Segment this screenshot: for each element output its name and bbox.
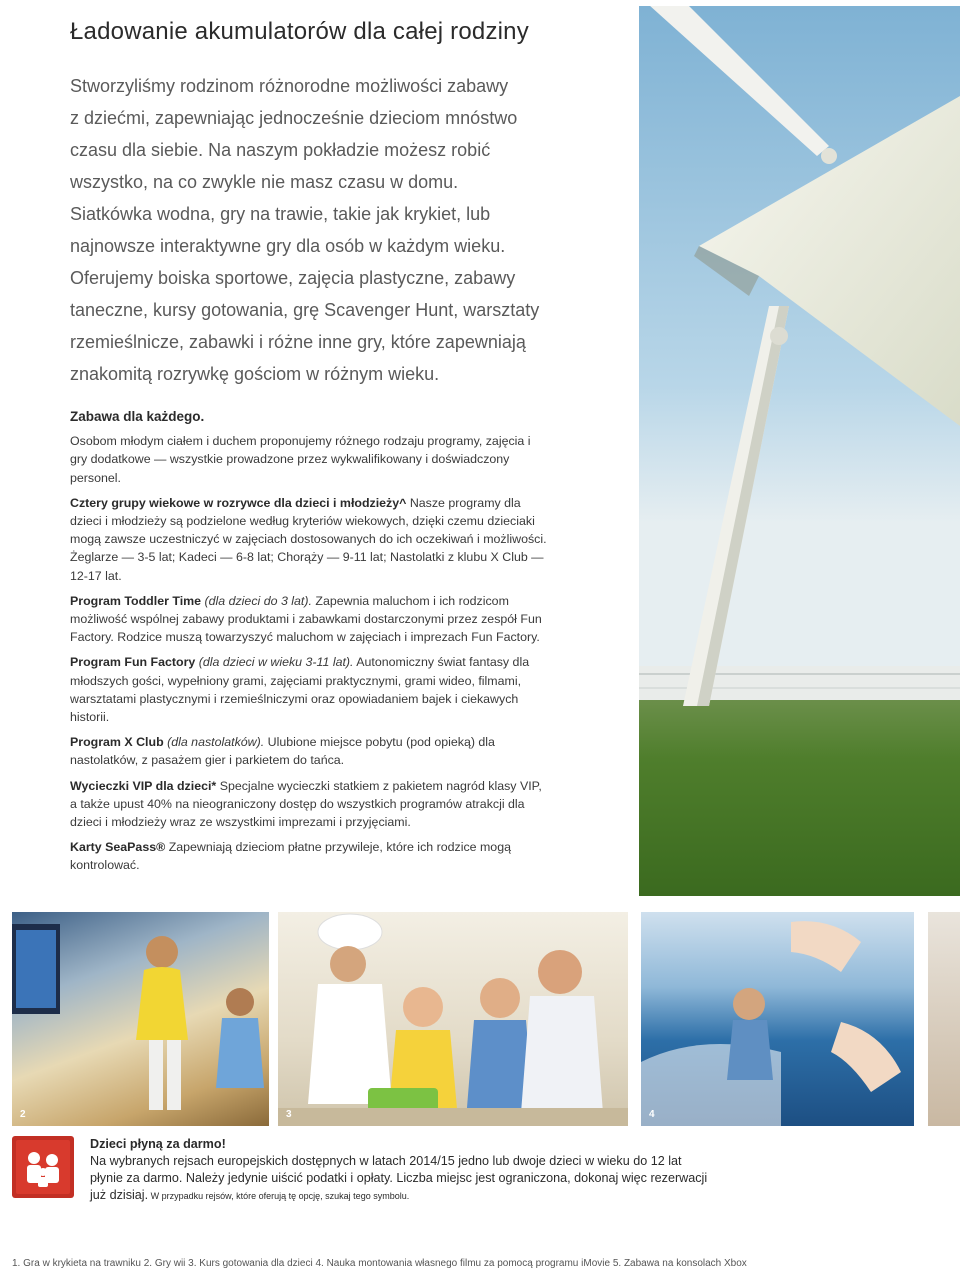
child-head	[403, 987, 443, 1027]
age-groups-paragraph	[70, 494, 550, 585]
programs-column	[70, 408, 550, 882]
toddler-time-paragraph	[70, 592, 550, 647]
intro-line: znakomitą rozrywkę gościom w różnym wieku.	[70, 364, 440, 384]
thumbnail-number: 3	[286, 1109, 292, 1120]
seapass-text: Zapewniają dzieciom płatne przywileje, które ich rodzice mogą kontrolować.	[70, 840, 511, 873]
table	[278, 1108, 628, 1126]
notice-text-block	[90, 1153, 710, 1205]
child-head	[226, 988, 254, 1016]
intro-line: z dziećmi, zapewniając jednocześnie dzieciom mnóstwo	[70, 108, 518, 128]
x-club-text: Ulubione miejsce pobytu (pod opieką) dla nastolatków, z pasażem gier i parkietem do tańca.	[70, 735, 495, 768]
vip-tours-text: Specjalne wycieczki statkiem z pakietem nagród klasy VIP, a także upust 40% na nieograniczony dostęp do wszystkich programów atrakcji dla dzieci i młodzieży wraz ze wszystkimi imprezami i przyjęciami.	[70, 778, 542, 830]
vip-tours-heading: Wycieczki VIP dla dzieci*	[70, 778, 217, 793]
thumbnail-imovie	[641, 912, 914, 1126]
thumbnail-illustration	[278, 912, 628, 1126]
intro-line: Oferujemy boiska sportowe, zajęcia plastyczne, zabawy	[70, 268, 516, 288]
child-head	[733, 988, 765, 1020]
seapass-heading: Karty SeaPass®	[70, 840, 166, 855]
child-shirt	[136, 967, 188, 1040]
intro-line: czasu dla siebie. Na naszym pokładzie możesz robić	[70, 140, 491, 160]
toddler-time-age: (dla dzieci do 3 lat).	[201, 593, 312, 608]
page-title: Ładowanie akumulatorów dla całej rodziny	[70, 18, 529, 45]
thumbnail-kids-cooking	[278, 912, 628, 1126]
intro-line: taneczne, kursy gotowania, grę Scavenger Hunt, warsztaty	[70, 300, 540, 320]
thumbnail-number: 4	[649, 1109, 655, 1120]
x-club-paragraph	[70, 733, 550, 769]
intro-line: najnowsze interaktywne gry dla osób w każdym wieku.	[70, 236, 506, 256]
fun-factory-paragraph	[70, 653, 550, 726]
intro-paragraph	[70, 70, 590, 390]
seapass-paragraph	[70, 838, 550, 874]
intro-line: Stworzyliśmy rodzinom różnorodne możliwości zabawy	[70, 76, 509, 96]
thumbnail-illustration	[641, 912, 914, 1126]
x-club-heading: Program X Club	[70, 735, 164, 750]
child-figure-body	[38, 1177, 48, 1187]
child-shirt	[727, 1020, 773, 1080]
grass-lawn	[639, 700, 960, 896]
intro-line: Siatkówka wodna, gry na trawie, takie jak krykiet, lub	[70, 204, 491, 224]
pole-joint	[770, 327, 788, 345]
hero-photo-lawn-canopy	[639, 6, 960, 896]
adult-figure-head	[46, 1154, 58, 1166]
fun-factory-age: (dla dzieci w wieku 3-11 lat).	[195, 655, 354, 670]
age-groups-text: Nasze programy dla dzieci i młodzieży są podzielone według kryteriów wiekowych, dzięki czemu dzieciaki mogą zawsze uczestniczyć w zajęciach dostosowanych do ich oczekiwań i możliwości. Żeglarze — 3-5 lat; Kadeci — 6-8 lat; Chorąży — 9-11 lat; Nastolatki z klubu X Club — 12-17 lat.	[70, 495, 547, 583]
age-groups-heading: Cztery grupy wiekowe w rozrywce dla dzieci i młodzieży^	[70, 495, 407, 510]
child-figure-head	[39, 1168, 47, 1176]
chef-head	[330, 946, 366, 982]
child-shirt	[216, 1018, 264, 1088]
vip-tours-paragraph	[70, 777, 550, 832]
tv-picture	[16, 930, 56, 1008]
fun-factory-text: Autonomiczny świat fantasy dla młodszych gości, wypełniony grami, zajęciami praktycznymi, grami wideo, filmami, warsztatami plastycznymi i rzemieślniczymi oraz opowiadaniem bajek i ciekawych historii.	[70, 655, 530, 725]
child-head	[480, 978, 520, 1018]
chef-jacket	[308, 984, 392, 1104]
thumbnail-number: 2	[20, 1109, 26, 1120]
hand-frame	[831, 1022, 901, 1092]
adult-head	[538, 950, 582, 994]
pole-joint	[821, 148, 837, 164]
fun-factory-heading: Program Fun Factory	[70, 655, 196, 670]
family-symbol	[12, 1136, 74, 1198]
photo-captions-footer: 1. Gra w krykieta na trawniku 2. Gry wii 3. Kurs gotowania dla dzieci 4. Nauka montowania własnego filmu za pomocą programu iMovie 5. Zabawa na konsolach Xbox	[12, 1258, 747, 1269]
thumbnail-wii-games	[12, 912, 269, 1126]
x-club-age: (dla nastolatków).	[163, 735, 265, 750]
chef-hat	[318, 914, 382, 950]
adult-shirt	[520, 996, 604, 1126]
thumbnail-xbox-edge	[928, 912, 960, 1126]
section-intro: Osobom młodym ciałem i duchem proponujemy różnego rodzaju programy, zajęcia i gry dodatkowe — wszystkie prowadzone przez wykwalifikowany i doświadczony personel.	[70, 434, 531, 485]
kids-sail-free-icon	[12, 1136, 74, 1198]
toddler-time-heading: Program Toddler Time	[70, 593, 202, 608]
thumbnail-illustration	[12, 912, 269, 1126]
intro-line: wszystko, na co zwykle nie masz czasu w domu.	[70, 172, 459, 192]
child-leg	[149, 1040, 163, 1110]
child-leg	[167, 1040, 181, 1110]
section-subhead: Zabawa dla każdego.	[70, 409, 205, 424]
notice-title: Dzieci płyną za darmo!	[90, 1137, 226, 1151]
hero-illustration	[639, 6, 960, 896]
adult-figure-head	[28, 1152, 40, 1164]
notice-text: Na wybranych rejsach europejskich dostępnych w latach 2014/15 jedno lub dwoje dzieci w wieku do 12 lat płynie za darmo. Należy jedynie uiścić podatki i opłaty. Liczba miejsc jest ograniczona, dokonaj więc rezerwacji już dzisiaj.	[90, 1154, 708, 1202]
toddler-time-text: Zapewnia maluchom i ich rodzicom możliwość wspólnej zabawy produktami i zabawkami dostarczonymi przez zespół Fun Factory. Rodzice muszą towarzyszyć maluchom w zajęciach i imprezach Fun Factory.	[70, 593, 542, 645]
kids-sail-free-notice	[90, 1136, 710, 1205]
hand-frame	[791, 921, 861, 972]
intro-line: rzemieślnicze, zabawki i różne inne gry, które zapewniają	[70, 332, 526, 352]
notice-symbol-note: W przypadku rejsów, które oferują tę opcję, szukaj tego symbolu.	[148, 1191, 410, 1201]
child-head	[146, 936, 178, 968]
